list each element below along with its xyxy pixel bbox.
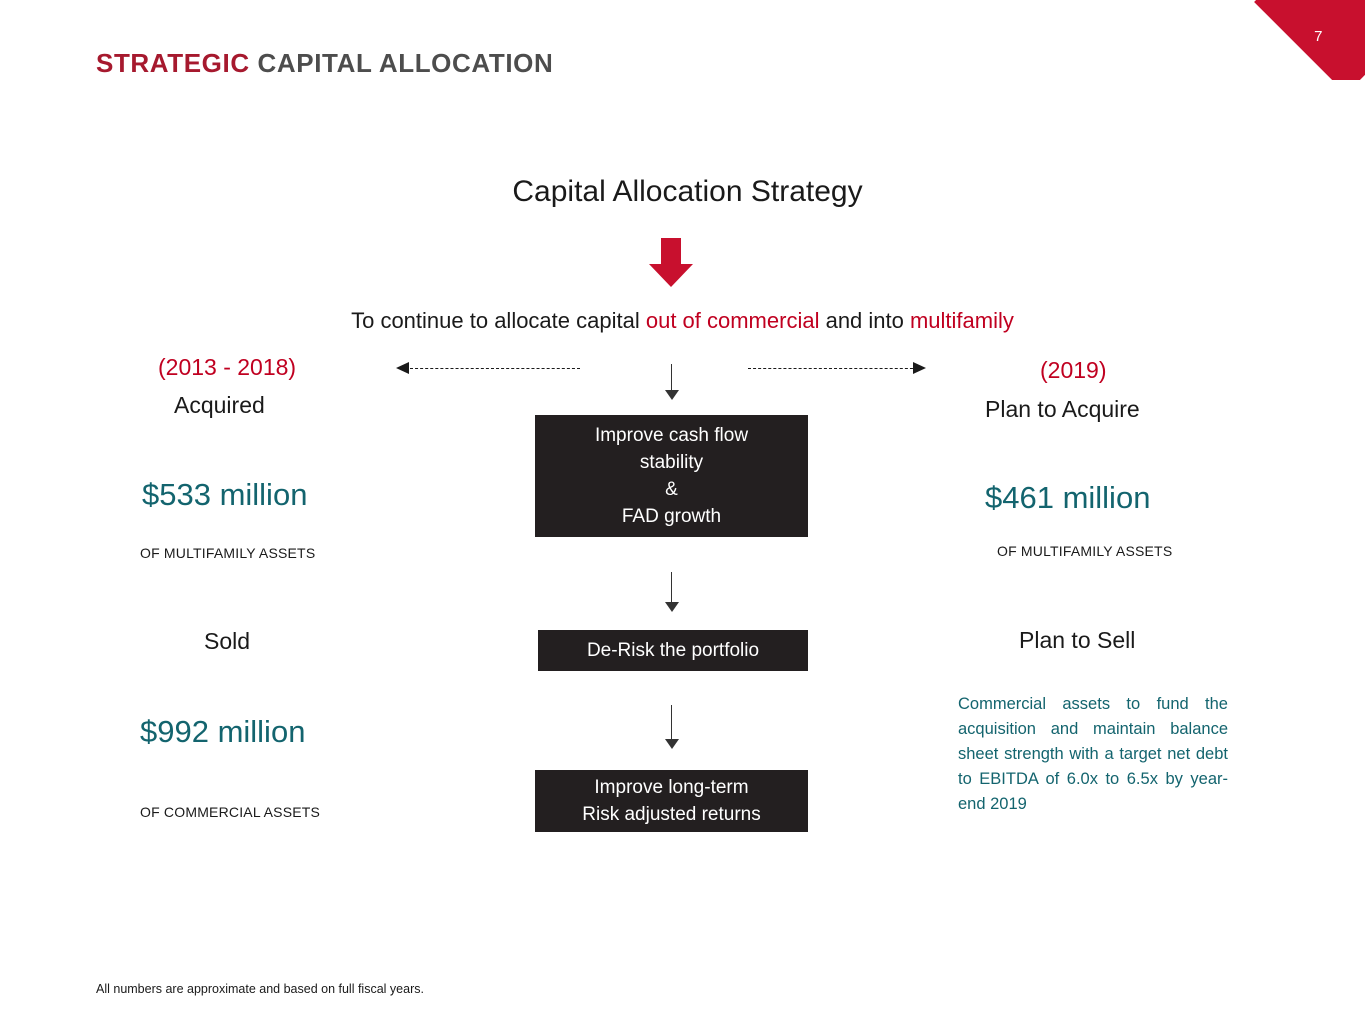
left-acquired-amount: $533 million bbox=[142, 477, 308, 512]
flow-box1-line3: & bbox=[665, 479, 678, 500]
connector-arrowhead-icon bbox=[665, 390, 679, 400]
page-title bbox=[96, 48, 553, 79]
flow-box3-line2: Risk adjusted returns bbox=[582, 804, 761, 825]
arrow-left-icon bbox=[396, 362, 409, 374]
flow-box-cash-flow bbox=[535, 415, 808, 537]
left-acquired-sublabel: OF MULTIFAMILY ASSETS bbox=[140, 545, 316, 561]
connector-line bbox=[671, 572, 672, 602]
dashed-line-right bbox=[748, 368, 918, 369]
right-sell-detail: Commercial assets to fund the acquisition and maintain balance sheet strength with a target net debt to EBITDA of 6.0x to 6.5x by year-end 2019 bbox=[958, 695, 1228, 813]
right-acquire-label: Plan to Acquire bbox=[985, 396, 1140, 422]
connector-arrowhead-icon bbox=[665, 602, 679, 612]
connector-arrow-bottom bbox=[664, 705, 680, 750]
right-period-label: (2019) bbox=[1040, 357, 1107, 383]
right-acquire-amount: $461 million bbox=[985, 480, 1151, 515]
right-acquire-sublabel: OF MULTIFAMILY ASSETS bbox=[997, 543, 1173, 559]
left-period-label: (2013 - 2018) bbox=[158, 354, 297, 380]
flow-box1-line1: Improve cash flow bbox=[594, 425, 749, 446]
connector-arrowhead-icon bbox=[665, 739, 679, 749]
subhead bbox=[0, 308, 1365, 334]
left-sold-sublabel: OF COMMERCIAL ASSETS bbox=[140, 804, 321, 820]
connector-arrow-middle bbox=[664, 572, 680, 612]
subhead-highlight-commercial: out of commercial bbox=[645, 308, 820, 333]
flow-box3-line1: Improve long-term bbox=[594, 777, 749, 798]
flow-box1-line2: stability bbox=[639, 452, 704, 473]
left-sold-amount: $992 million bbox=[140, 714, 306, 749]
page-number-flag bbox=[1247, 0, 1365, 80]
arrow-right-icon bbox=[913, 362, 926, 374]
connector-line bbox=[671, 705, 672, 739]
left-acquired-label: Acquired bbox=[174, 392, 265, 418]
flow-box1-line4: FAD growth bbox=[621, 506, 722, 527]
subhead-highlight-multifamily: multifamily bbox=[909, 308, 1014, 333]
headline bbox=[0, 175, 1365, 209]
page-number: 7 bbox=[1314, 28, 1323, 45]
subhead-part2: and into bbox=[819, 308, 910, 333]
corner-flag-shape bbox=[1254, 0, 1365, 80]
page-title-rest: CAPITAL ALLOCATION bbox=[249, 48, 554, 78]
red-down-arrow-icon bbox=[648, 238, 694, 288]
subhead-part1: To continue to allocate capital bbox=[351, 308, 646, 333]
connector-arrow-top bbox=[664, 364, 680, 400]
flow-box-de-risk bbox=[538, 630, 808, 671]
right-sell-label: Plan to Sell bbox=[1019, 627, 1136, 653]
flow-box-returns bbox=[535, 770, 808, 832]
connector-line bbox=[671, 364, 672, 390]
left-sold-label: Sold bbox=[204, 628, 251, 654]
dashed-line-left bbox=[410, 368, 580, 369]
page-title-accent: STRATEGIC bbox=[96, 48, 250, 78]
headline-text: Capital Allocation Strategy bbox=[512, 175, 863, 208]
footnote: All numbers are approximate and based on full fiscal years. bbox=[96, 982, 424, 996]
flow-box2-text: De-Risk the portfolio bbox=[586, 640, 760, 661]
